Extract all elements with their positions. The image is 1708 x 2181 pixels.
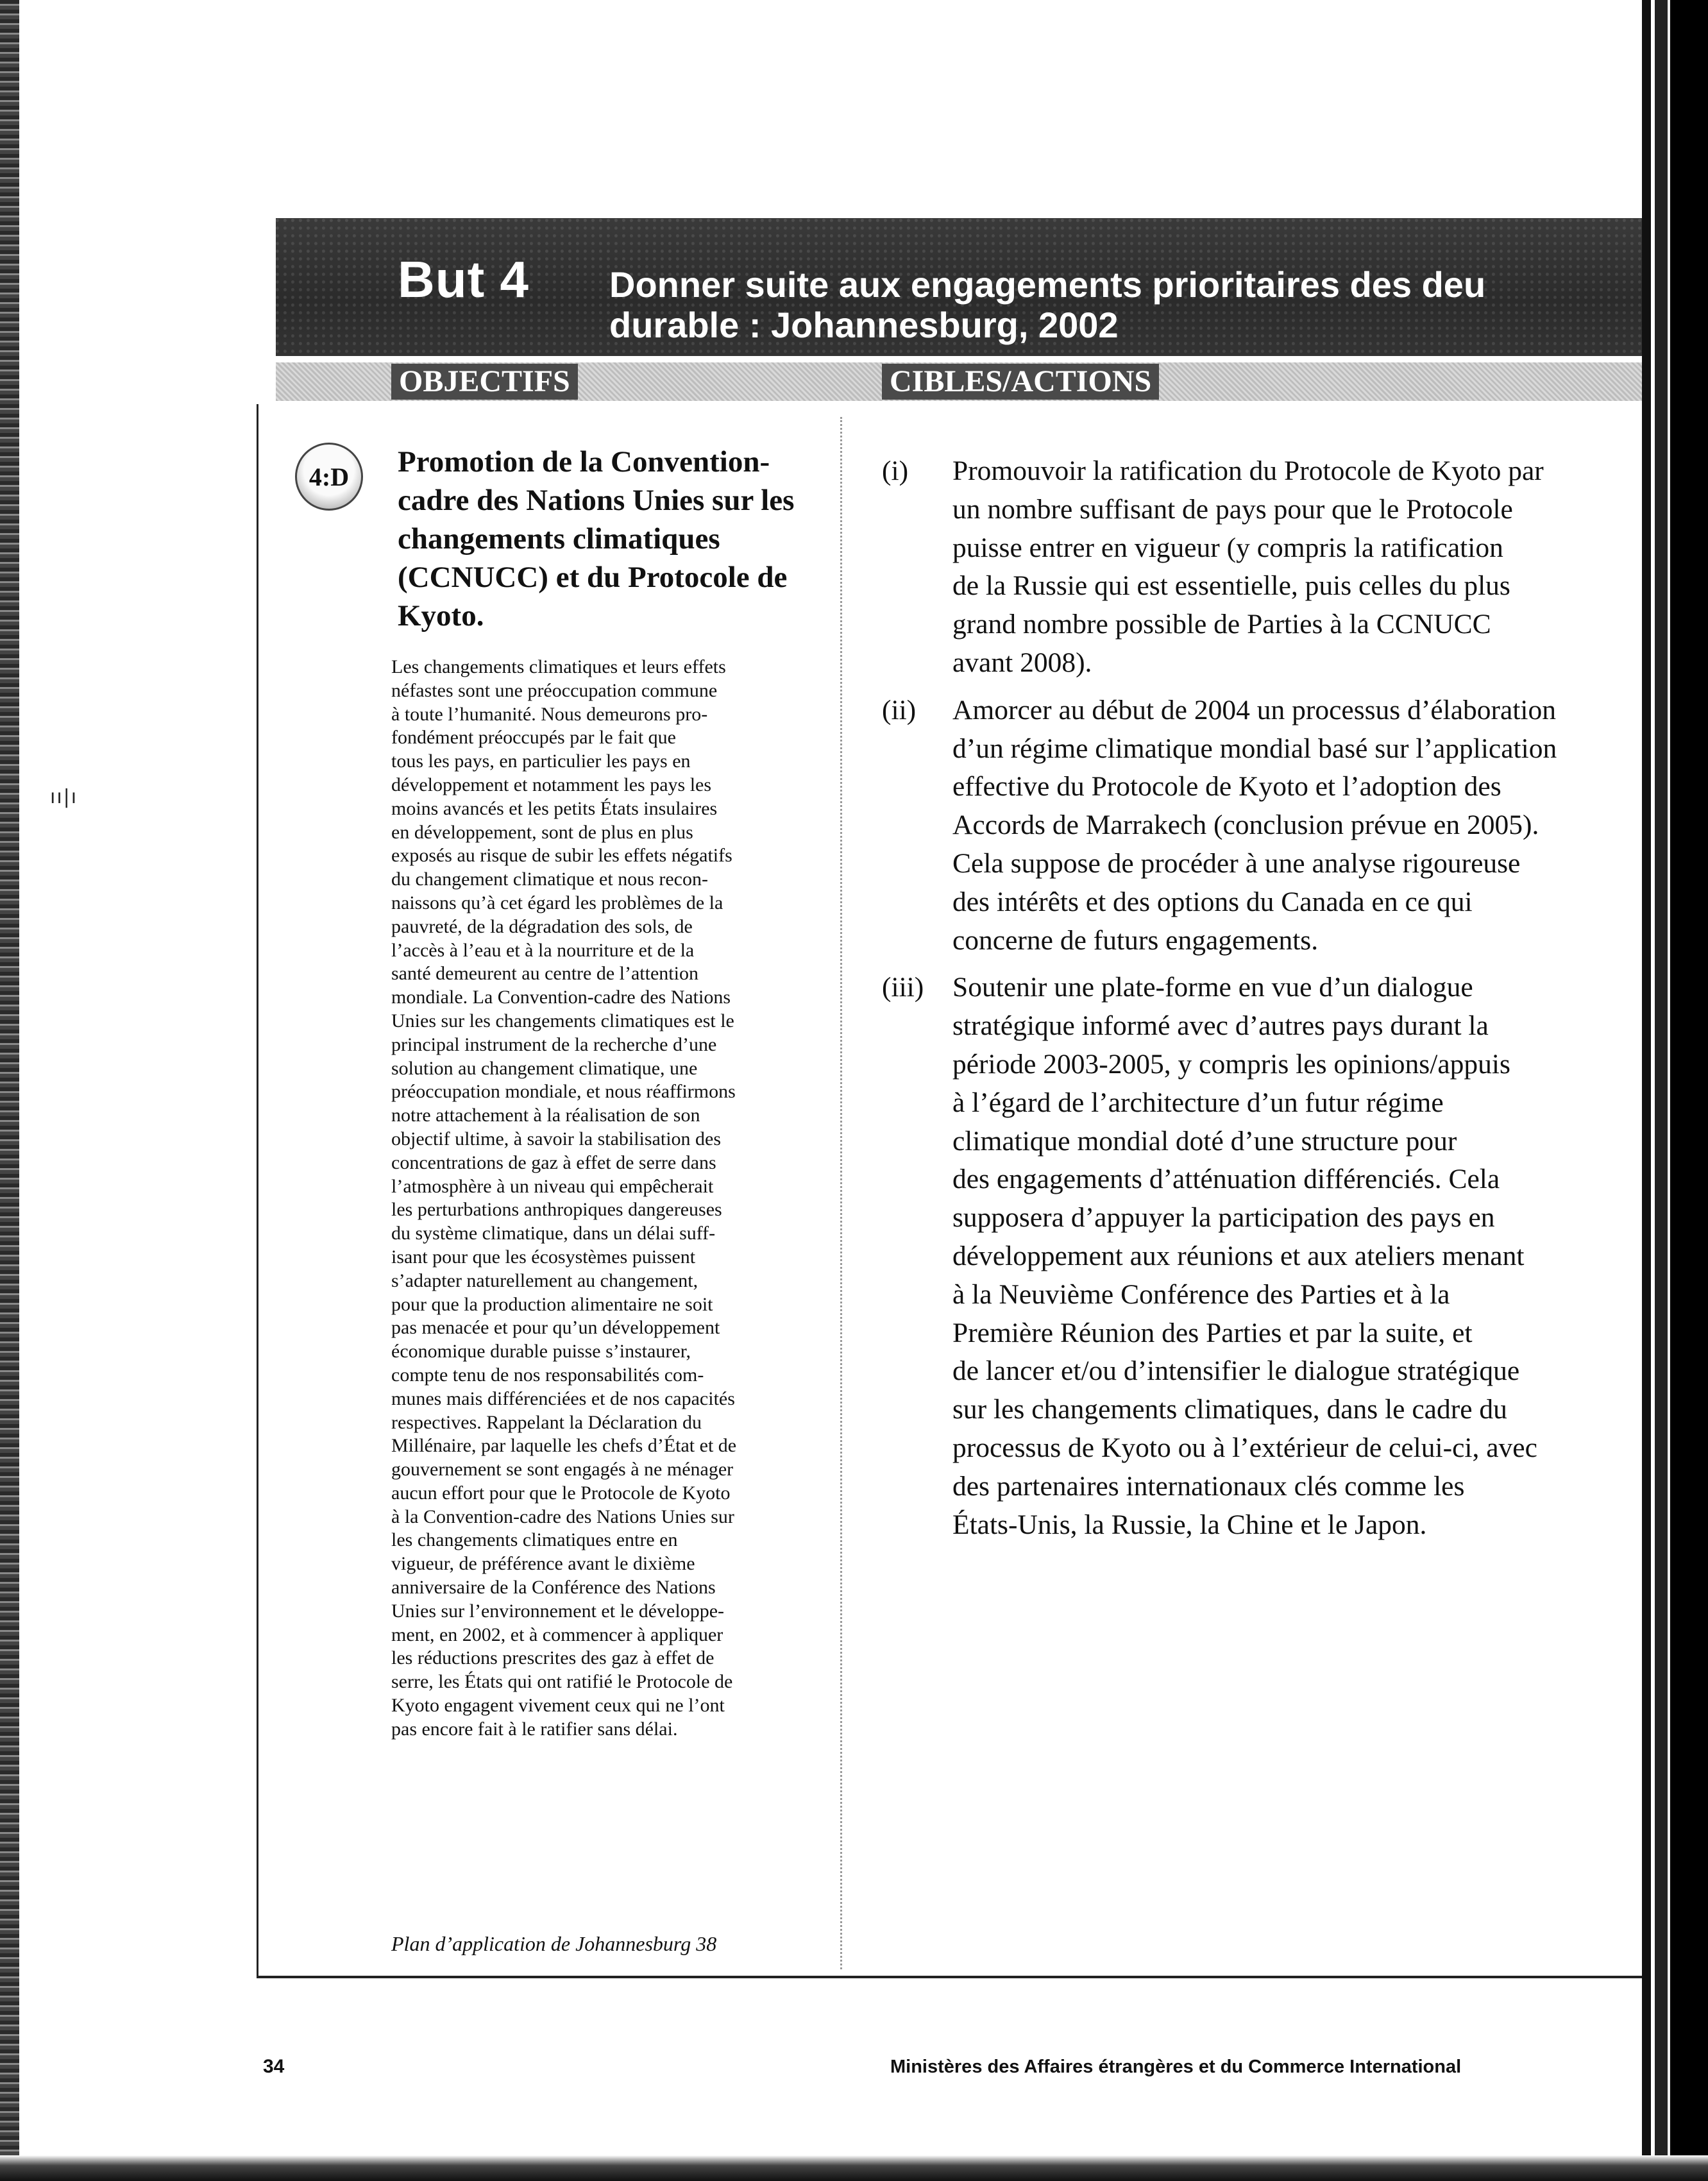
target-text-line: des partenaires internationaux clés comme les [952,1470,1465,1502]
target-text-line: des engagements d’atténuation différenciés. Cela [952,1164,1500,1195]
objective-body-line: notre attachement à la réalisation de son [391,1105,700,1126]
objective-body-line: néfastes sont une préoccupation commune [391,679,718,701]
objective-body-line: économique durable puisse s’instaurer, [391,1341,691,1362]
footer-publisher: Ministères des Affaires étrangères et du Commerce International [890,2057,1462,2077]
objective-body-line: concentrations de gaz à effet de serre dans [391,1151,716,1173]
objective-body-line: Unies sur les changements climatiques est le [391,1010,734,1031]
objective-badge: 4:D [295,443,363,511]
goal-title: Donner suite aux engagements prioritaires des deu durable : Johannesburg, 2002 [609,264,1486,345]
target-number: (iii) [882,972,924,1003]
objective-body-line: les changements climatiques entre en [391,1529,678,1551]
objective-body-line: pour que la production alimentaire ne soit [391,1293,713,1315]
target-text-line: Cela suppose de procéder à une analyse rigoureuse [952,847,1521,879]
objective-body-line: mondiale. La Convention-cadre des Nations [391,987,731,1008]
objective-body-line: préoccupation mondiale, et nous réaffirmons [391,1081,736,1103]
target-text-line: sur les changements climatiques, dans le cadre du [952,1394,1507,1425]
objective-body-line: à toute l’humanité. Nous demeurons pro- [391,703,708,725]
objective-body-line: naissons qu’à cet égard les problèmes de la [391,892,723,913]
target-text-line: États-Unis, la Russie, la Chine et le Japon. [952,1509,1427,1540]
objective-body-line: tous les pays, en particulier les pays en [391,751,691,772]
objective-body-line: principal instrument de la recherche d’une [391,1033,717,1055]
target-item [882,692,1639,960]
objective-body [391,656,840,1742]
target-text-line: période 2003-2005, y compris les opinions/appuis [952,1048,1510,1080]
scan-bottom-edge [0,2155,1708,2181]
targets-list [882,452,1639,1553]
objective-body-line: en développement, sont de plus en plus [391,821,693,843]
objective-body-line: Millénaire, par laquelle les chefs d’État et de [391,1435,737,1457]
objective-body-line: vigueur, de préférence avant le dixième [391,1553,695,1575]
objective-body-line: l’accès à l’eau et à la nourriture et de la [391,939,695,961]
target-text-line: des intérêts et des options du Canada en ce qui [952,886,1473,917]
target-text-line: climatique mondial doté d’une structure pour [952,1125,1457,1157]
target-text-line: à l’égard de l’architecture d’un futur régime [952,1087,1444,1118]
objective-body-line: s’adapter naturellement au changement, [391,1269,698,1291]
target-text-line: grand nombre possible de Parties à la CCNUCC [952,609,1491,640]
objective-body-line: solution au changement climatique, une [391,1057,698,1079]
objective-body-line: les réductions prescrites des gaz à effet de [391,1647,714,1669]
page-number: 34 [263,2056,285,2077]
target-text-line: Promouvoir la ratification du Protocole de Kyoto par [952,455,1544,486]
target-text-line: un nombre suffisant de pays pour que le Protocole [952,493,1513,525]
scan-left-edge [0,0,19,2181]
objective-body-line: Les changements climatiques et leurs effets [391,656,726,677]
target-text-line: concerne de futurs engagements. [952,924,1319,956]
objective-body-line: munes mais différenciées et de nos capacités [391,1388,735,1409]
objective-body-line: du changement climatique et nous recon- [391,869,708,890]
target-text-line: processus de Kyoto ou à l’extérieur de celui-ci, avec [952,1432,1537,1463]
target-text-line: effective du Protocole de Kyoto et l’adoption des [952,771,1501,802]
target-item [882,969,1639,1544]
target-text-line: de lancer et/ou d’intensifier le dialogue stratégique [952,1355,1520,1387]
target-number: (ii) [882,694,917,726]
objective-body-line: exposés au risque de subir les effets négatifs [391,845,732,867]
target-item [882,452,1639,683]
objective-body-line: fondément préoccupés par le fait que [391,727,676,749]
objective-body-line: isant pour que les écosystèmes puissent [391,1246,696,1268]
target-text-line: de la Russie qui est essentielle, puis celles du plus [952,570,1510,602]
target-text-line: Amorcer au début de 2004 un processus d’élaboration [952,694,1557,726]
objective-heading: Promotion de la Convention-cadre des Nations Unies sur les changements climatiques (CCNUCC) et du Protocole de Kyoto. [398,445,795,632]
objective-body-line: Kyoto engagent vivement ceux qui ne l’ont [391,1695,725,1717]
goal-banner [276,218,1642,356]
target-text-line: d’un régime climatique mondial basé sur l’application [952,733,1557,764]
objective-body-line: anniversaire de la Conférence des Nations [391,1577,716,1599]
objective-body-line: aucun effort pour que le Protocole de Kyoto [391,1482,731,1504]
objective-body-line: Unies sur l’environnement et le développe- [391,1600,724,1622]
objective-body-line: l’atmosphère à un niveau qui empêcherait [391,1175,714,1197]
target-text-line: développement aux réunions et aux ateliers menant [952,1240,1525,1271]
target-text-line: supposera d’appuyer la participation des pays en [952,1202,1495,1234]
target-text-line: stratégique informé avec d’autres pays durant la [952,1010,1489,1042]
objective-body-line: gouvernement se sont engagés à ne ménager [391,1459,734,1481]
objective-body-line: moins avancés et les petits États insulaires [391,797,718,819]
stray-mark: ıı|ı [50,786,78,808]
column-divider [840,417,842,1969]
target-text-line: Soutenir une plate-forme en vue d’un dialogue [952,972,1473,1003]
objective-body-line: pas menacée et pour qu’un développement [391,1317,720,1339]
objective-body-line: respectives. Rappelant la Déclaration du [391,1411,702,1433]
objective-body-line: compte tenu de nos responsabilités com- [391,1364,704,1386]
objective-body-line: santé demeurent au centre de l’attention [391,963,698,985]
target-text-line: Accords de Marrakech (conclusion prévue en 2005). [952,810,1539,841]
objective-body-line: les perturbations anthropiques dangereuses [391,1199,722,1221]
column-headers [276,362,1642,401]
objective-body-line: ment, en 2002, et à commencer à appliquer [391,1624,723,1645]
goal-number: But 4 [398,251,529,308]
target-number: (i) [882,455,909,486]
targets-header: CIBLES/ACTIONS [882,364,1159,400]
objective-body-line: à la Convention-cadre des Nations Unies sur [391,1506,734,1527]
target-text-line: puisse entrer en vigueur (y compris la ratification [952,532,1503,563]
target-text-line: à la Neuvième Conférence des Parties et à la [952,1278,1450,1310]
objective-body-line: pauvreté, de la dégradation des sols, de [391,915,693,937]
objective-body-line: du système climatique, dans un délai suff- [391,1223,716,1244]
target-text-line: avant 2008). [952,647,1092,678]
objective-body-line: pas encore fait à le ratifier sans délai. [391,1718,678,1740]
target-text-line: Première Réunion des Parties et par la suite, et [952,1317,1473,1348]
objectives-header: OBJECTIFS [391,364,578,400]
objective-body-line: développement et notamment les pays les [391,774,712,795]
objective-body-line: serre, les États qui ont ratifié le Protocole de [391,1671,733,1693]
scan-right-edge [1642,0,1708,2181]
objective-body-line: objectif ultime, à savoir la stabilisation des [391,1128,722,1150]
objective-citation: Plan d’application de Johannesburg 38 [391,1932,717,1955]
